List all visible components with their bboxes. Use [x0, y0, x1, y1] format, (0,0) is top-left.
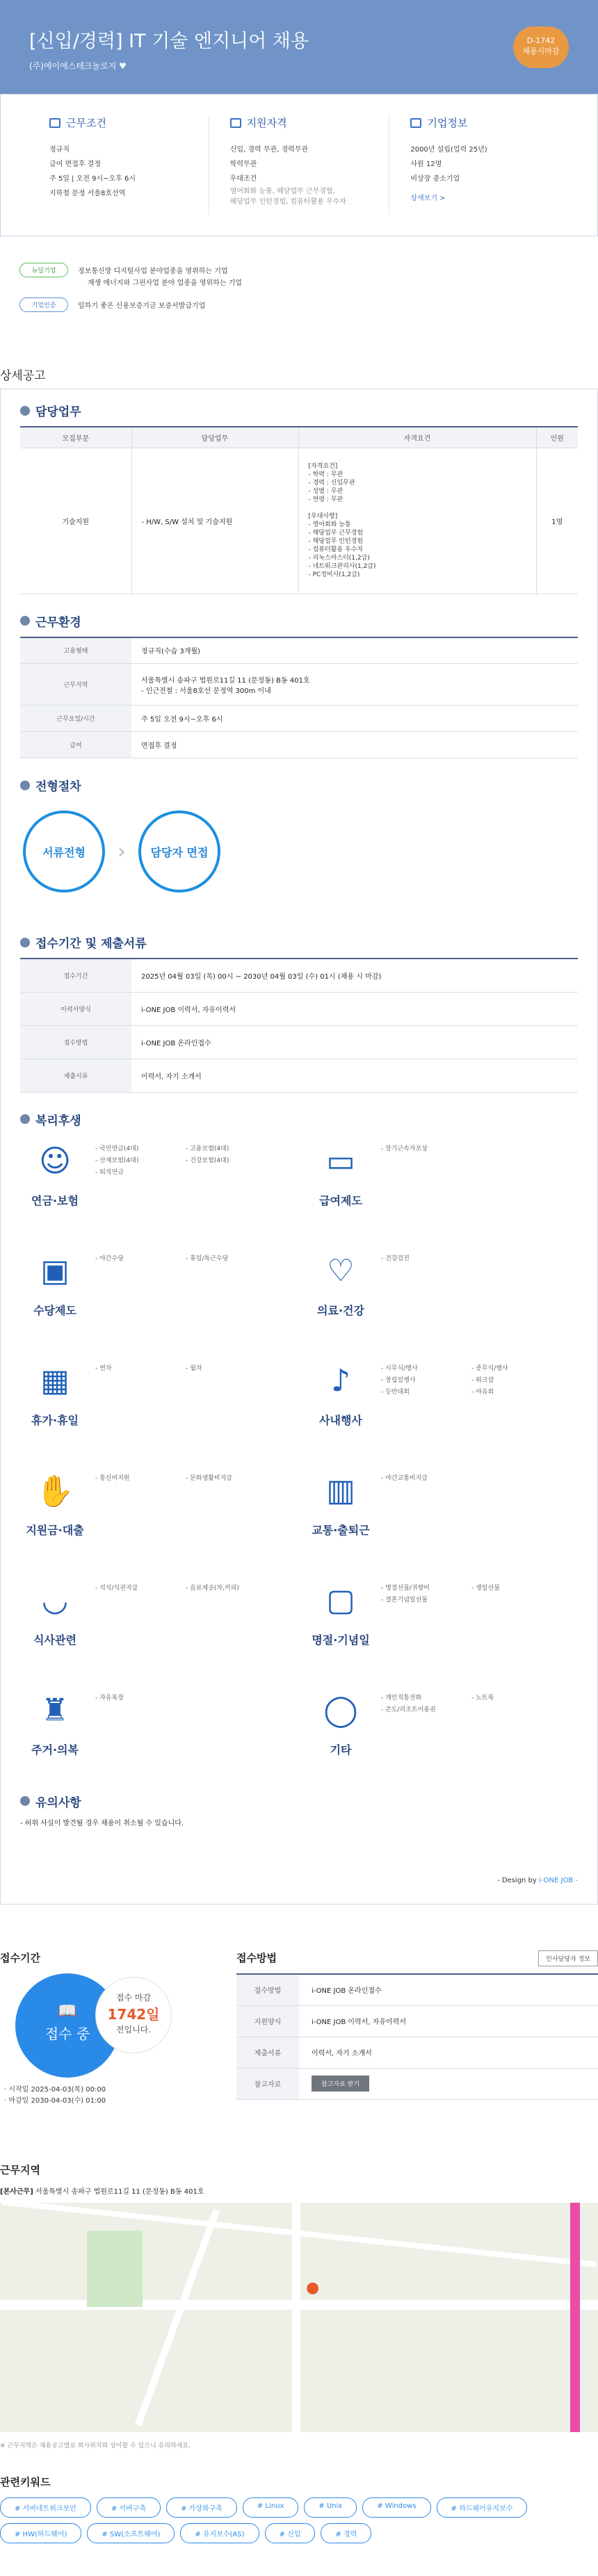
keyword-section: 관련키워드 # 서버네트워크보안 # 서버구축 # 가상화구축 # Linux # Unix # Windows # 하드웨어유지보수 # HW(하드웨어) # SW(소프트웨어) # 유지보수(AS) # 신입 # 경력: [0, 2475, 598, 2543]
welfare-item: [306, 1583, 578, 1665]
environment-table: 고용형태 정규직(수습 3개월) 근무지역 서울특별시 송파구 법원로11길 11 (문정동) B동 401호 - 인근전철 : 서울8호선 문정역 300m 이내 근무요일/시간 주 5일 오전 9시~오후 6시 급여 면접후 결정: [20, 637, 578, 759]
keyword-tag[interactable]: # HW(하드웨어): [0, 2523, 81, 2543]
welfare-benefit: - 국민연금(4대): [95, 1145, 139, 1152]
notes-block: 유의사항 - 허위 사실이 발견될 경우 채용이 취소될 수 있습니다.: [20, 1793, 578, 1827]
welfare-grid: [20, 1135, 578, 1775]
welfare-benefit: - 장기근속자포상: [381, 1145, 428, 1152]
person-icon: [230, 118, 241, 128]
welfare-name: 지원금·대출: [26, 1523, 84, 1537]
detail-section-title: 상세공고: [0, 366, 598, 389]
end-date: · 마감일 2030-04-03(수) 01:00: [4, 2097, 106, 2105]
welfare-benefit: - 석식/식권지급: [95, 1584, 138, 1592]
welfare-benefit: - 고용보험(4대): [186, 1145, 229, 1152]
keyword-tag[interactable]: # 서버구축: [97, 2497, 161, 2518]
welfare-benefit: - 건강보험(4대): [186, 1157, 229, 1164]
welfare-item: [306, 1693, 578, 1775]
bullet-icon: [20, 781, 30, 790]
job-header: [0, 0, 598, 94]
welfare-benefit: - 야간교통비지급: [381, 1474, 428, 1482]
company-name[interactable]: (주)에이에스테크놀로지 ♥: [29, 61, 127, 71]
keyword-tag[interactable]: # Unix: [304, 2497, 357, 2518]
bullet-icon: [20, 406, 30, 416]
welfare-item: [20, 1473, 292, 1555]
calendar-icon: ▦: [40, 1362, 70, 1399]
location-pin-icon: ●: [306, 2279, 320, 2297]
status-circle: 📖 접수 중: [15, 1973, 120, 2078]
welfare-item: [20, 1583, 292, 1665]
welfare-name: 명절·기념일: [312, 1633, 370, 1647]
welfare-item: [20, 1143, 292, 1225]
welfare-benefit: - 개인직통전화: [381, 1694, 422, 1702]
bullet-icon: [20, 938, 30, 947]
keyword-tag[interactable]: # Linux: [243, 2497, 299, 2518]
keyword-tag[interactable]: # 하드웨어유지보수: [437, 2497, 528, 2518]
heart-icon: ♡: [327, 1253, 355, 1289]
job-detail: [0, 389, 598, 1905]
work-conditions: 근무조건 정규직 급여 면접후 결정 주 5일 | 오전 9시~오후 6시 지하철 문정 서울8호선역: [49, 117, 136, 197]
mask-icon: ☺: [39, 1143, 71, 1179]
keyword-list: [0, 2497, 556, 2543]
newdeal-badge: 뉴딜기업: [19, 263, 68, 277]
duty-table: 모집부문 담당업무 자격요건 인원 기술지원 - H/W, S/W 설치 및 기술지원 [자격요건] - 학력 : 무관 - 경력 : 신입무관 - 성별 : 무관 - 연령 : 무관 [우대사항] - 영어회화 능통 - 해당업무 근무경험 - 해당업무 인턴경험 - 컴퓨터활용 우수자 - 리눅스마스터(1,2급) - 네트워크관리사(1,2급) - PC정비사(1,2급) 1명: [20, 426, 578, 594]
welfare-item: [20, 1693, 292, 1775]
welfare-benefit: - 명절선물/귀향비: [381, 1584, 430, 1592]
location-note: ※ 근무지역은 채용공고별로 회사위치와 상이할 수 있으니 유의하세요.: [0, 2443, 191, 2449]
keyword-tag[interactable]: # Windows: [362, 2497, 430, 2518]
keyword-tag[interactable]: # 서버네트워크보안: [0, 2497, 91, 2518]
start-date: · 시작일 2025-04-03(목) 00:00: [4, 2086, 106, 2094]
chevron-right-icon: ›: [118, 839, 126, 864]
welfare-item: [306, 1473, 578, 1555]
welfare-benefit: - 워크샵: [471, 1376, 494, 1384]
welfare-item: [20, 1363, 292, 1445]
apply-table: 접수기간 2025년 04월 03일 (목) 00시 ~ 2030년 04월 03일 (수) 01시 (채용 시 마감) 이력서양식 i-ONE JOB 이력서, 자유이력서 접수방법 i-ONE JOB 온라인접수 제출서류 이력서, 자기 소개서: [20, 958, 578, 1093]
cert-badge: 기업인증: [19, 297, 68, 312]
notes-text: - 허위 사실이 발견될 경우 채용이 취소될 수 있습니다.: [20, 1819, 184, 1827]
welfare-benefit: - 퇴직연금: [95, 1168, 124, 1176]
welfare-benefit: - 야간수당: [95, 1255, 124, 1262]
welfare-benefit: - 연차: [95, 1364, 112, 1372]
apply-summary: [0, 1950, 598, 2107]
process-block: 전형절차 서류전형 › 담당자 면접: [20, 776, 578, 915]
company-badges: 뉴딜기업 정보통신망 디지털사업 분야업종을 영위하는 기업 재생 에너지와 그린사업 분야 업종을 영위하는 기업 기업인증 일하기 좋은 신용보증기금 보증서발급기업: [0, 236, 598, 316]
welfare-benefit: - 종무식/행사: [471, 1364, 508, 1372]
welfare-benefit: - 콘도/리조트이용권: [381, 1706, 436, 1713]
job-title: [신입/경력] IT 기술 엔지니어 채용: [29, 31, 309, 52]
welfare-name: 주거·의복: [31, 1743, 79, 1756]
dday-badge: D-1742 채용시마감: [513, 26, 569, 68]
design-credit: - Design by i-ONE JOB -: [497, 1877, 578, 1884]
download-reference-button[interactable]: 참고자료 받기: [312, 2076, 369, 2092]
period-panel: 접수기간 📖 접수 중 접수 마감 1742일 전입니다. · 시작일 2025-04-03(목) 00:00 · 마감일 2030-04-03(수) 01:00: [0, 1950, 236, 2107]
company-detail-link[interactable]: 상세보기 >: [410, 195, 446, 202]
duty-block: 담당업무 모집부문 담당업무 자격요건 인원 기술지원 - H/W, S/W 설치 및 기술지원 [자격요건] - 학력 : 무관 - 경력 : 신입무관 - 성별 : 무관 - 연령 : 무관 [우대사항] - 영어회화 능통 - 해당업무 근무경험 - 해당업무 인턴경험 - 컴퓨터활용 우수자 - 리눅스마스터(1,2급) - 네트워크관리사(1,2급) - PC정비사(1,2급) 1명: [20, 402, 578, 594]
shapes-icon: ◯: [323, 1692, 358, 1728]
coin-hand-icon: ✋: [35, 1473, 74, 1509]
building-icon: [410, 118, 421, 128]
welfare-benefit: - 산재보험(4대): [95, 1157, 139, 1164]
keyword-tag[interactable]: # 신입: [265, 2523, 316, 2543]
welfare-name: 의료·건강: [317, 1303, 364, 1317]
welfare-benefit: - 생일선물: [471, 1584, 500, 1592]
welfare-name: 연금·보험: [31, 1193, 79, 1207]
welfare-benefit: - 노트북: [471, 1694, 494, 1702]
welfare-benefit: - 창립일행사: [381, 1376, 416, 1384]
welfare-benefit: - 야유회: [471, 1388, 494, 1396]
welfare-benefit: - 통신비지원: [95, 1474, 130, 1482]
location-map[interactable]: [0, 2203, 598, 2432]
bullet-icon: [20, 616, 30, 626]
step-interview: 담당자 면접: [138, 810, 220, 892]
money-icon: ▭: [326, 1143, 355, 1179]
welfare-benefit: - 시무식/행사: [381, 1364, 418, 1372]
welfare-name: 사내행사: [319, 1413, 362, 1427]
welfare-name: 기타: [330, 1743, 352, 1756]
bullet-icon: [20, 1796, 30, 1806]
welfare-name: 수당제도: [33, 1303, 76, 1317]
welfare-benefit: - 음료제공(차,커피): [186, 1584, 239, 1592]
qualification-list: [자격요건] - 학력 : 무관 - 경력 : 신입무관 - 성별 : 무관 - 연령 : 무관 [우대사항] - 영어회화 능통 - 해당업무 근무경험 - 해당업무 인턴경험 - 컴퓨터활용 우수자 - 리눅스마스터(1,2급) - 네트워크관리사(1,2급) - PC정비사(1,2급): [298, 448, 536, 594]
welfare-item: [306, 1253, 578, 1335]
bullet-icon: [20, 1114, 30, 1124]
welfare-benefit: - 휴일/특근수당: [186, 1255, 229, 1262]
welfare-name: 휴가·휴일: [31, 1413, 79, 1427]
welfare-item: [306, 1143, 578, 1225]
welfare-benefit: - 건강검진: [381, 1255, 410, 1262]
book-icon: 📖: [58, 2003, 77, 2020]
method-panel: 접수방법 인사담당자 정보 접수방법 i-ONE JOB 온라인접수 지원양식 i-ONE JOB 이력서, 자유이력서 제출서류 이력서, 자기 소개서 참고자료 참고자료 받기: [236, 1950, 598, 2107]
company-info: 기업정보 2000년 설립(업력 25년) 사원 12명 비상장 중소기업 상세보기 >: [389, 115, 569, 215]
bowl-icon: ◡: [41, 1582, 69, 1618]
apply-block: 접수기간 및 제출서류 접수기간 2025년 04월 03일 (목) 00시 ~ 2030년 04월 03일 (수) 01시 (채용 시 마감) 이력서양식 i-ONE JOB 이력서, 자유이력서 접수방법 i-ONE JOB 온라인접수 제출서류 이력서, 자기 소개서: [20, 934, 578, 1093]
location-section: 근무지역 [본사근무] 서울특별시 송파구 법원로11길 11 (문정동) B동 401호 ● ※ 근무지역은 채용공고별로 회사위치와 상이할 수 있으니 유의하세요.: [0, 2162, 598, 2449]
keyword-tag[interactable]: # 경력: [321, 2523, 371, 2543]
bus-icon: ▥: [326, 1472, 355, 1508]
shirt-icon: ♜: [41, 1692, 69, 1728]
welfare-name: 급여제도: [319, 1193, 362, 1207]
keyword-tag[interactable]: # 가상화구축: [166, 2497, 237, 2518]
welfare-benefit: - 등반대회: [381, 1388, 410, 1396]
microphone-icon: ♪: [330, 1362, 351, 1399]
step-document: 서류전형: [23, 810, 105, 892]
briefcase-icon: [49, 118, 60, 128]
welfare-benefit: - 월차: [186, 1364, 202, 1372]
method-table: 접수방법 i-ONE JOB 온라인접수 지원양식 i-ONE JOB 이력서, 자유이력서 제출서류 이력서, 자기 소개서 참고자료 참고자료 받기: [236, 1973, 598, 2100]
welfare-benefit: - 자유복장: [95, 1694, 124, 1702]
wallet-icon: ▣: [40, 1253, 70, 1289]
welfare-block: 복리후생 ☺ 연금·보험 - 국민연금(4대) - 고용보험(4대) - 산재보험(4대) - 건강보험(4대) - 퇴직연금 ▭ 급여제도 - 장기근속자포상 ▣ 수당제도 - 야간수당 - 휴일/특근수당 ♡ 의료·건강 - 건강검진 ▦ 휴가·휴일 - 연차 - 월차 ♪ 사내행사 - 시무식/행사 - 종무식/행사 - 창립일행사 - 워크샵 - 등반대회 - 야유회 ✋ 지원금·대출 - 통신비지원 - 문화생활비지급 ▥ 교통·출퇴근 - 야간교통비지급 ◡ 식사관련 - 석식/식권지급 - 음료제공(차,커피) ▢ 명절·기념일 - 명절선물/귀향비 - 생일선물 - 결혼기념일선물 ♜ 주거·의복 - 자유복장 ◯ 기타 - 개인직통전화 - 노트북 - 콘도/리조트이용권: [20, 1111, 578, 1775]
gift-icon: ▢: [326, 1582, 355, 1618]
welfare-benefit: - 결혼기념일선물: [381, 1596, 428, 1604]
job-summary: [0, 94, 598, 236]
remain-circle: 접수 마감 1742일 전입니다.: [95, 1977, 172, 2053]
keyword-tag[interactable]: # 유지보수(AS): [180, 2523, 259, 2543]
welfare-name: 식사관련: [33, 1633, 76, 1647]
hr-contact-button[interactable]: 인사담당자 정보: [538, 1950, 598, 1966]
welfare-benefit: - 문화생활비지급: [186, 1474, 232, 1482]
keyword-tag[interactable]: # SW(소프트웨어): [87, 2523, 175, 2543]
requirements: 지원자격 신입, 경력 무관, 경력무관 학력무관 우대조건 영어회화 능통, 해당업무 근무경험, 해당업무 인턴경험, 컴퓨터활용 우수자: [209, 115, 389, 215]
welfare-item: [306, 1363, 578, 1445]
welfare-name: 교통·출퇴근: [312, 1523, 370, 1537]
welfare-item: [20, 1253, 292, 1335]
environment-block: 근무환경 고용형태 정규직(수습 3개월) 근무지역 서울특별시 송파구 법원로11길 11 (문정동) B동 401호 - 인근전철 : 서울8호선 문정역 300m 이내 근무요일/시간 주 5일 오전 9시~오후 6시 급여 면접후 결정: [20, 612, 578, 759]
